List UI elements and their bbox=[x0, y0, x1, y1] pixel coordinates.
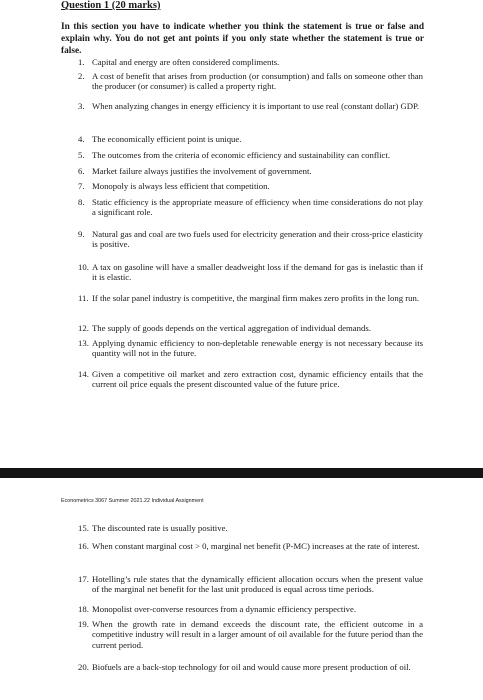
item-number: 19. bbox=[78, 619, 89, 629]
list-item bbox=[78, 293, 423, 303]
item-number: 4. bbox=[78, 134, 85, 144]
list-item bbox=[78, 150, 423, 160]
item-number: 14. bbox=[78, 369, 89, 379]
item-text: If the solar panel industry is competitive, the marginal firm makes zero profits in the long run. bbox=[92, 293, 419, 303]
list-item bbox=[78, 619, 423, 650]
item-text: The discounted rate is usually positive. bbox=[92, 523, 228, 533]
list-item bbox=[78, 323, 423, 333]
list-item bbox=[78, 523, 423, 533]
item-text: Market failure always justifies the involvement of government. bbox=[92, 166, 312, 176]
item-number: 1. bbox=[78, 57, 85, 67]
list-item bbox=[78, 181, 423, 191]
list-item bbox=[78, 197, 423, 218]
item-number: 18. bbox=[78, 604, 89, 614]
item-text: Static efficiency is the appropriate measure of efficiency when time considerations do not play a significant role. bbox=[92, 197, 423, 218]
item-text: When analyzing changes in energy efficiency it is important to use real (constant dollar) GDP. bbox=[92, 101, 420, 111]
list-item bbox=[78, 101, 423, 111]
list-item bbox=[78, 662, 423, 672]
item-number: 9. bbox=[78, 229, 85, 239]
list-item bbox=[78, 604, 423, 614]
item-text: A tax on gasoline will have a smaller deadweight loss if the demand for gas is inelastic than if it is elastic. bbox=[92, 262, 423, 283]
item-number: 20. bbox=[78, 662, 89, 672]
course-header: Econometrics 3067 Summer 2021.22 Individual Assignment bbox=[61, 498, 204, 504]
item-number: 11. bbox=[78, 293, 89, 303]
item-number: 2. bbox=[78, 71, 85, 81]
item-number: 16. bbox=[78, 541, 89, 551]
item-number: 5. bbox=[78, 150, 85, 160]
item-text: Biofuels are a back-stop technology for oil and would cause more present production of oil. bbox=[92, 662, 411, 672]
page-two bbox=[0, 478, 483, 700]
item-text: Given a competitive oil market and zero extraction cost, dynamic efficiency entails that the current oil price equals the present discounted value of the future price. bbox=[92, 369, 423, 390]
item-number: 3. bbox=[78, 101, 85, 111]
page-separator bbox=[0, 468, 483, 478]
instructions: In this section you have to indicate whether you think the statement is true or false and explain why. You do not get ant points if you only state whether the statement is true or false. bbox=[61, 22, 424, 56]
item-text: When constant marginal cost > 0, marginal net benefit (P-MC) increases at the rate of interest. bbox=[92, 541, 420, 551]
item-number: 12. bbox=[78, 323, 89, 333]
list-item bbox=[78, 57, 423, 67]
list-item bbox=[78, 369, 423, 390]
item-number: 8. bbox=[78, 197, 85, 207]
list-item bbox=[78, 71, 423, 92]
list-item bbox=[78, 229, 423, 250]
item-text: A cost of benefit that arises from production (or consumption) and falls on someone other than the producer (or consumer) is called a property right. bbox=[92, 71, 423, 92]
item-number: 6. bbox=[78, 166, 85, 176]
item-text: The supply of goods depends on the vertical aggregation of individual demands. bbox=[92, 323, 371, 333]
item-text: The economically efficient point is unique. bbox=[92, 134, 242, 144]
item-number: 15. bbox=[78, 523, 89, 533]
list-item bbox=[78, 262, 423, 283]
item-number: 7. bbox=[78, 181, 85, 191]
item-number: 10. bbox=[78, 262, 89, 272]
item-number: 17. bbox=[78, 574, 89, 584]
item-text: When the growth rate in demand exceeds the discount rate, the efficient outcome in a competitive industry will result in a larger amount of oil available for the future period than the current period. bbox=[92, 619, 423, 650]
item-text: Applying dynamic efficiency to non-depletable renewable energy is not necessary because its quantity will not in the future. bbox=[92, 338, 423, 359]
item-text: The outcomes from the criteria of economic efficiency and sustainability can conflict. bbox=[92, 150, 390, 160]
list-item bbox=[78, 574, 423, 595]
list-item bbox=[78, 166, 423, 176]
item-text: Hotelling’s rule states that the dynamically efficient allocation occurs when the present value of the marginal net benefit for the last unit produced is equal across time periods. bbox=[92, 574, 423, 595]
list-item bbox=[78, 541, 423, 551]
list-item bbox=[78, 338, 423, 359]
list-item bbox=[78, 134, 423, 144]
item-text: Monopoly is always less efficient that competition. bbox=[92, 181, 270, 191]
item-text: Capital and energy are often considered compliments. bbox=[92, 57, 280, 67]
item-number: 13. bbox=[78, 338, 89, 348]
item-text: Monopolist over-converse resources from a dynamic efficiency perspective. bbox=[92, 604, 357, 614]
question-title: Question 1 (20 marks) bbox=[61, 0, 161, 11]
item-text: Natural gas and coal are two fuels used for electricity generation and their cross-price elasticity is positive. bbox=[92, 229, 423, 250]
